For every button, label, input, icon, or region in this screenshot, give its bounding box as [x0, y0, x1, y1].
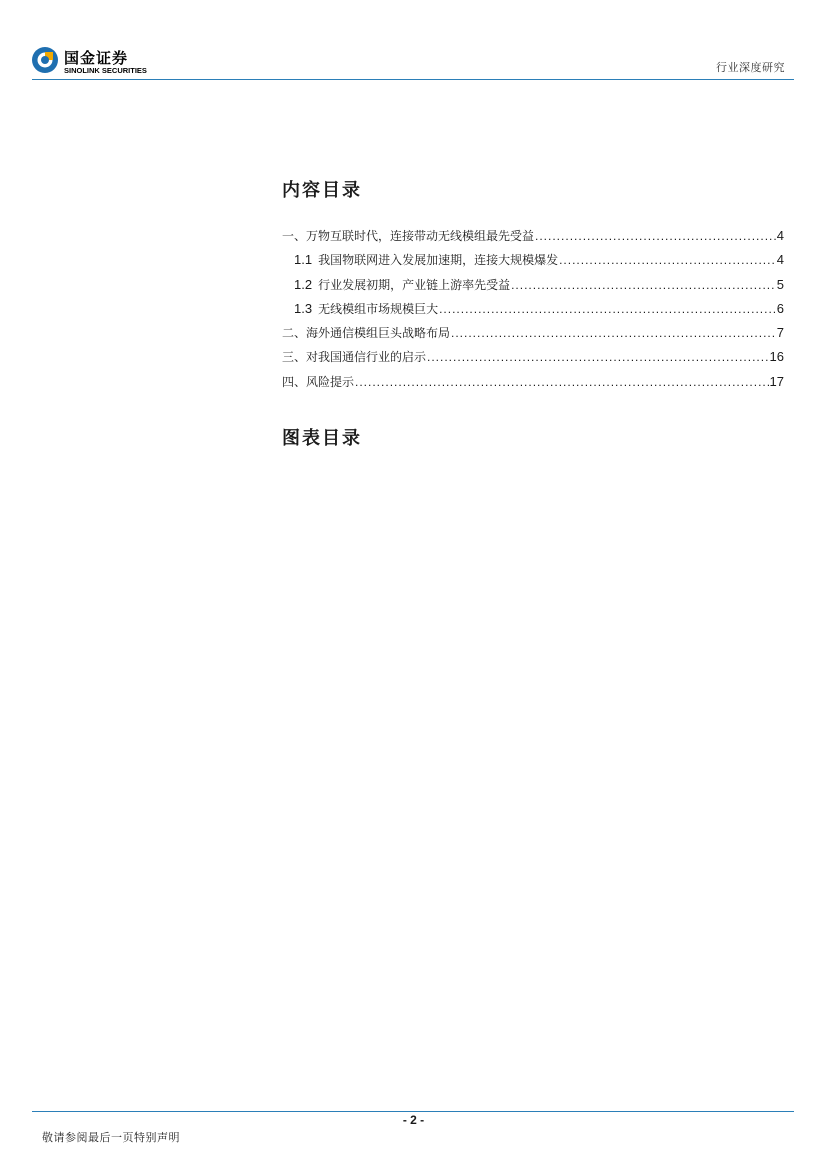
toc-entry-text: 三、对我国通信行业的启示: [282, 350, 427, 365]
toc-entry-text: 一、万物互联时代，连接带动无线模组最先受益: [282, 229, 535, 243]
report-type: 行业深度研究: [716, 61, 785, 74]
toc-leader-dots: [451, 326, 776, 340]
toc-entry[interactable]: [282, 373, 784, 397]
toc-entry[interactable]: [282, 227, 784, 251]
brand-logo: [31, 46, 151, 78]
figures-title: 图表目录: [282, 428, 362, 449]
toc-entry-page: 6: [776, 300, 784, 316]
toc-entry-number: 1.1: [294, 252, 313, 268]
toc-leader-dots: [559, 253, 776, 267]
toc-entry-page: 4: [776, 252, 784, 268]
toc-leader-dots: [355, 375, 769, 389]
footer-divider: [32, 1111, 794, 1112]
toc-entry-text: 四、风险提示: [282, 374, 355, 389]
toc-leader-dots: [511, 278, 776, 292]
header-divider: [32, 79, 794, 80]
toc-entry-text: 我国物联网进入发展加速期，连接大规模爆发: [318, 253, 559, 268]
table-of-contents: [282, 227, 784, 397]
toc-entry-page: 16: [769, 349, 784, 365]
toc-title: 内容目录: [282, 180, 362, 201]
toc-entry[interactable]: [282, 251, 784, 275]
toc-entry-number: 1.2: [294, 276, 313, 292]
toc-entry[interactable]: [282, 324, 784, 348]
toc-entry-page: 7: [776, 325, 784, 341]
page-number: - 2 -: [402, 1113, 425, 1127]
toc-entry[interactable]: [282, 348, 784, 372]
toc-leader-dots: [535, 229, 776, 243]
toc-leader-dots: [439, 302, 776, 316]
toc-entry-text: 无线模组市场规模巨大: [318, 301, 439, 316]
logo-mark-icon: [31, 46, 59, 74]
brand-name-cn: 国金证券: [64, 49, 129, 67]
toc-entry-number: 1.3: [294, 300, 313, 316]
toc-entry-page: 4: [776, 228, 784, 243]
toc-entry[interactable]: [282, 300, 784, 324]
toc-entry[interactable]: [282, 276, 784, 300]
disclaimer-note: 敬请参阅最后一页特别声明: [42, 1131, 180, 1144]
toc-entry-text: 二、海外通信模组巨头战略布局: [282, 326, 451, 341]
toc-leader-dots: [427, 350, 769, 364]
toc-entry-text: 行业发展初期，产业链上游率先受益: [318, 277, 511, 292]
toc-entry-page: 5: [776, 276, 784, 292]
toc-entry-page: 17: [769, 373, 784, 389]
page-header: [0, 0, 827, 82]
brand-name-en: SINOLINK SECURITIES: [64, 66, 147, 75]
